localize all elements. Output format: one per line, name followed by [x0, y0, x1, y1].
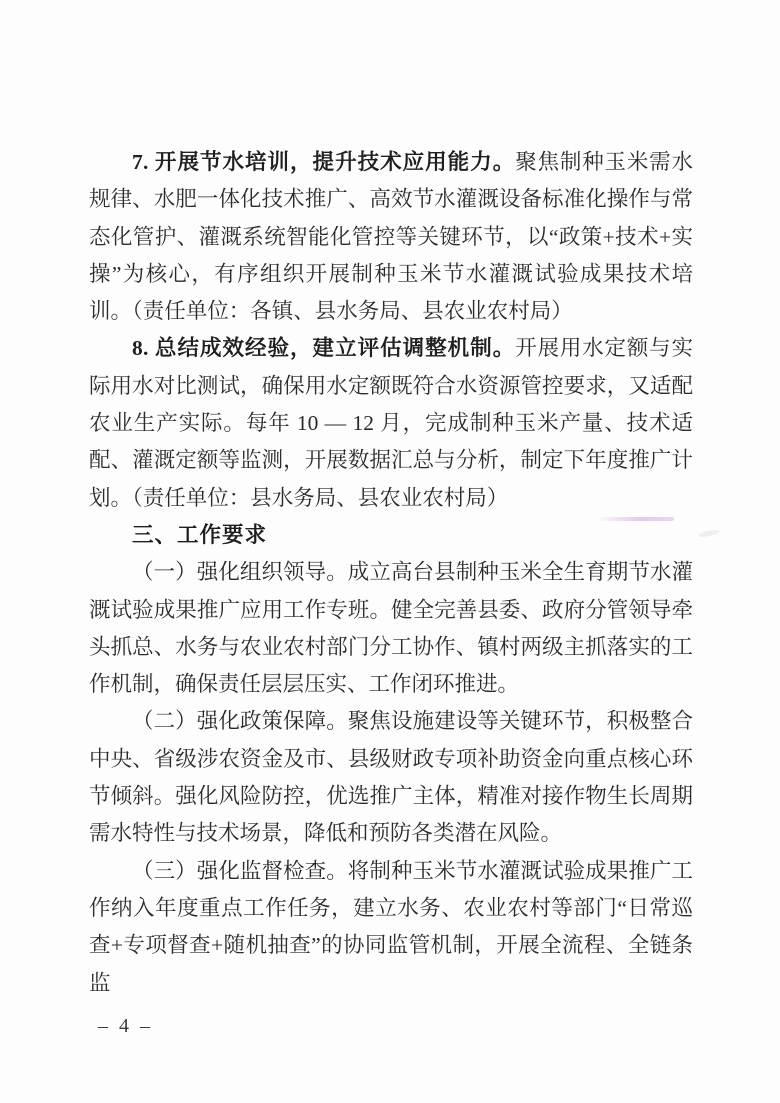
document-body	[89, 144, 693, 1002]
paragraph-requirement-3	[89, 853, 693, 1002]
scan-smudge-artifact	[698, 529, 721, 538]
page-number: – 4 –	[98, 1015, 153, 1037]
paragraph-requirement-1	[89, 554, 693, 703]
section-heading-work-requirements: 三、工作要求	[132, 522, 268, 547]
paragraph-7-text: 聚焦制种玉米需水规律、水肥一体化技术推广、高效节水灌溉设备标准化操作与常态化管护、灌溉系统智能化管控等关键环节，以“政策+技术+实操”为核心，有序组织开展制种玉米节水灌溉试验成果技术培训。（责任单位：各镇、县水务局、县农业农村局）	[89, 150, 693, 324]
paragraph-requirement-3-text: 将制种玉米节水灌溉试验成果推广工作纳入年度重点工作任务，建立水务、农业农村等部门“日常巡查+专项督查+随机抽查”的协同监管机制，开展全流程、全链条监	[89, 858, 693, 995]
paragraph-requirement-3-lead: （三）强化监督检查。	[132, 858, 348, 883]
paragraph-requirement-2-lead: （二）强化政策保障。	[132, 709, 348, 734]
paragraph-7-lead: 7. 开展节水培训，提升技术应用能力。	[132, 150, 516, 174]
paragraph-requirement-1-lead: （一）强化组织领导。	[132, 560, 348, 585]
paragraph-requirement-2	[89, 703, 693, 852]
paragraph-requirement-2-text: 聚焦设施建设等关键环节，积极整合中央、省级涉农资金及市、县级财政专项补助资金向重点核心环节倾斜。强化风险防控，优选推广主体，精准对接作物生长周期需水特性与技术场景，降低和预防各类潜在风险。	[89, 709, 693, 846]
paragraph-requirement-1-text: 成立高台县制种玉米全生育期节水灌溉试验成果推广应用工作专班。健全完善县委、政府分管领导牵头抓总、水务与农业农村部门分工协作、镇村两级主抓落实的工作机制，确保责任层层压实、工作闭环推进。	[89, 560, 693, 697]
paragraph-8-text: 开展用水定额与实际用水对比测试，确保用水定额既符合水资源管控要求，又适配农业生产实际。每年 10 — 12 月，完成制种玉米产量、技术适配、灌溉定额等监测，开展数据汇总与分析，制定下年度推广计划。（责任单位：县水务局、县农业农村局）	[89, 336, 693, 510]
paragraph-8-lead: 8. 总结成效经验，建立评估调整机制。	[132, 336, 516, 361]
paragraph-task-7	[89, 144, 693, 330]
paragraph-task-8	[89, 330, 693, 516]
